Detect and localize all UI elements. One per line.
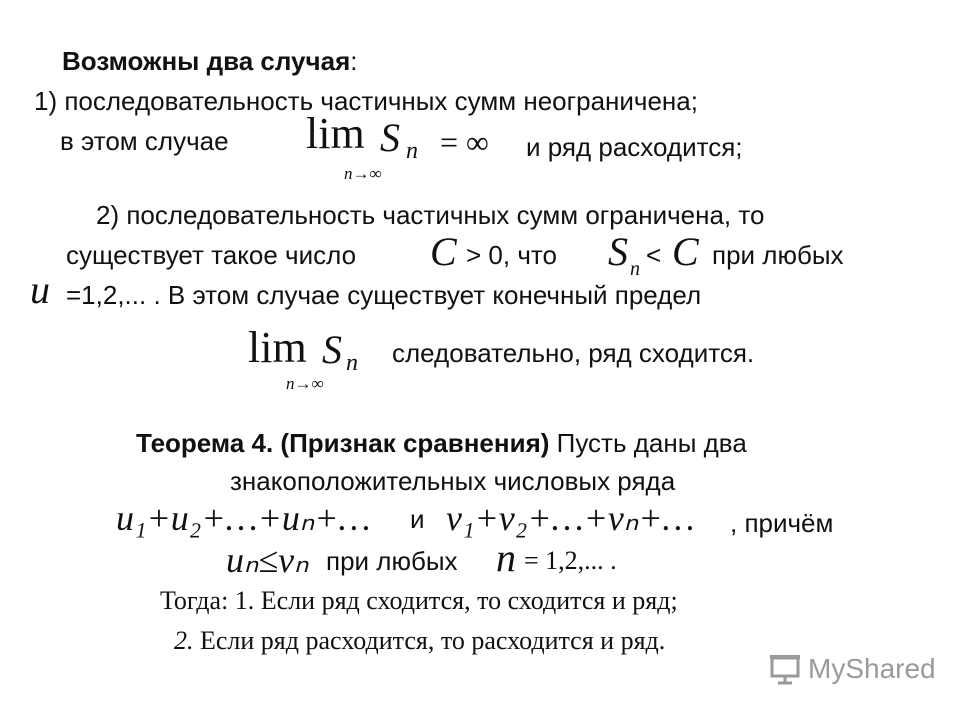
case1-line2-prefix: в этом случае bbox=[60, 126, 229, 156]
watermark bbox=[768, 652, 936, 686]
case2-line2-d: при любых bbox=[712, 240, 844, 270]
n-symbol: n bbox=[496, 535, 516, 580]
theorem-item2-text: Если ряд расходится, то расходится и ряд. bbox=[200, 626, 666, 655]
n-index: n bbox=[346, 350, 358, 376]
case2-line2-b: > 0, что bbox=[466, 240, 557, 270]
presentation-board-icon bbox=[768, 652, 802, 686]
case-intro-colon: : bbox=[350, 46, 358, 76]
case1-line2-suffix: и ряд расходится; bbox=[526, 132, 743, 162]
theorem-and: и bbox=[410, 504, 425, 534]
series-v-formula: v₁+v₂+…+vₙ+… bbox=[446, 498, 695, 538]
lim-operator: lim bbox=[306, 109, 365, 158]
inequality-formula: uₙ≤vₙ bbox=[226, 540, 309, 580]
equals-infinity: = ∞ bbox=[440, 124, 489, 160]
c-symbol: C bbox=[672, 229, 699, 274]
n-index: n bbox=[630, 258, 640, 280]
series-u-formula: u₁+u₂+…+uₙ+… bbox=[116, 498, 371, 538]
u-symbol: u bbox=[30, 267, 50, 312]
theorem-item2-num: 2. bbox=[174, 626, 194, 655]
s-symbol: S bbox=[380, 115, 400, 160]
case2-line2-c: < bbox=[646, 240, 662, 270]
case1-line1: 1) последовательность частичных сумм неограничена; bbox=[34, 86, 698, 116]
s-symbol: S bbox=[608, 229, 628, 274]
watermark-text: MyShared bbox=[808, 653, 936, 684]
case2-line2-a: существует такое число bbox=[66, 240, 357, 270]
theorem-line1-tail: Пусть даны два bbox=[556, 428, 747, 458]
case2-line1: 2) последовательность частичных сумм ограничена, то bbox=[96, 200, 765, 230]
lim-subscript: n→∞ bbox=[344, 164, 382, 183]
theorem-n-values: = 1,2,... . bbox=[524, 546, 617, 575]
n-index: n bbox=[406, 138, 418, 164]
case2-line3: =1,2,... . В этом случае существует конечный предел bbox=[66, 280, 702, 310]
theorem-moreover: , причём bbox=[730, 508, 834, 538]
theorem-for-any: при любых bbox=[326, 546, 458, 576]
c-symbol: C bbox=[430, 229, 457, 274]
lim-operator: lim bbox=[248, 323, 307, 372]
case-intro bbox=[62, 48, 357, 74]
theorem-then: Тогда: 1. Если ряд сходится, то сходится и ряд; bbox=[160, 586, 678, 615]
s-symbol: S bbox=[322, 327, 342, 372]
theorem-line2: знакоположительных числовых ряда bbox=[230, 466, 676, 496]
case2-line4: следовательно, ряд сходится. bbox=[392, 338, 755, 368]
case-intro-bold: Возможны два случая bbox=[62, 46, 351, 76]
theorem-title: Теорема 4. (Признак сравнения) bbox=[136, 428, 550, 458]
theorem-title-line bbox=[136, 430, 747, 456]
lim-subscript: n→∞ bbox=[286, 374, 324, 393]
theorem-item2 bbox=[174, 628, 665, 654]
